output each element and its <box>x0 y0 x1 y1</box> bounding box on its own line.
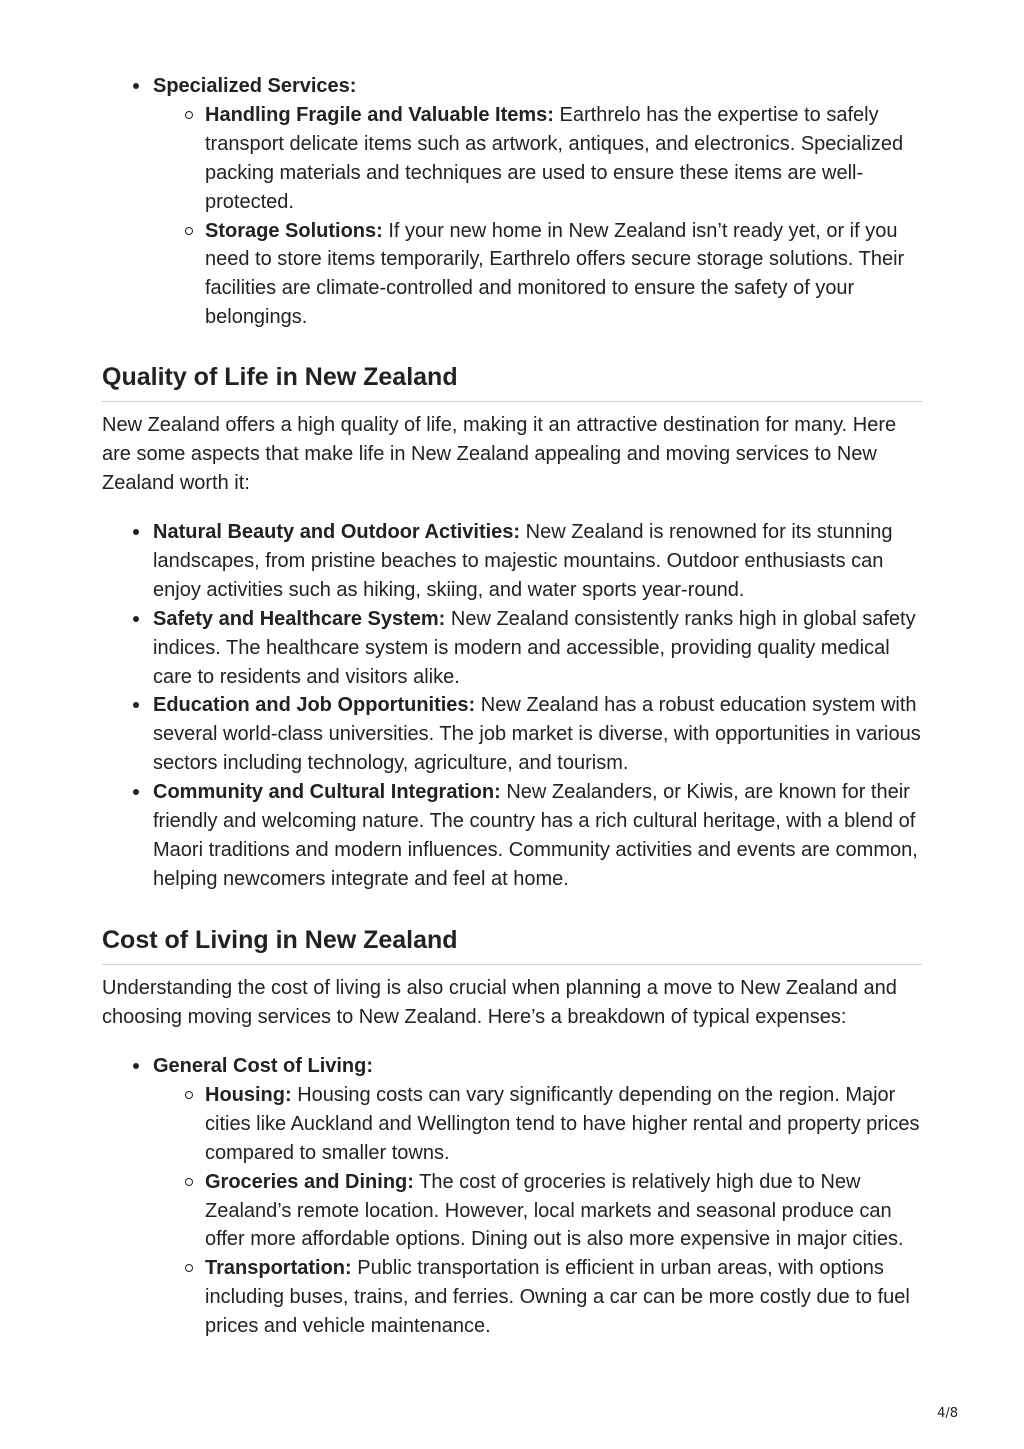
list-item-specialized-services <box>153 72 922 332</box>
bullet-icon <box>133 83 139 89</box>
bullet-icon <box>133 1063 139 1069</box>
cost-of-living-heading-block <box>102 924 922 965</box>
specialized-services-list <box>102 72 922 332</box>
list-item-text: Housing costs can vary significantly depending on the region. Major cities like Auckland and Wellington tend to have higher rental and property prices compared to smaller towns. <box>205 1083 920 1164</box>
list-item-label: Transportation: <box>205 1257 352 1280</box>
list-item-text: New Zealand has a robust education system with several world-class universities. The job market is diverse, with opportunities in various sectors including technology, agriculture, and tourism. <box>153 694 921 775</box>
circle-bullet-icon <box>185 227 193 235</box>
list-item-fragile-items <box>205 101 922 217</box>
list-item-label: Storage Solutions: <box>205 219 383 242</box>
quality-of-life-list-block <box>102 518 922 894</box>
list-item-label: General Cost of Living: <box>153 1055 374 1077</box>
list-item-text: If your new home in New Zealand isn’t ready yet, or if you need to store items temporarily, Earthrelo offers secure storage solutions. Their facilities are climate-controlled and monitored to ensure the safety of your belongings. <box>205 219 905 329</box>
circle-bullet-icon <box>185 1264 193 1272</box>
list-item-safety-healthcare <box>153 605 922 692</box>
quality-of-life-heading-block <box>102 361 922 402</box>
list-item-education-jobs <box>153 691 922 778</box>
list-item-label: Groceries and Dining: <box>205 1170 414 1193</box>
circle-bullet-icon <box>185 1178 193 1186</box>
circle-bullet-icon <box>185 111 193 119</box>
cost-of-living-intro-block <box>102 974 922 1032</box>
list-item-storage-solutions <box>205 217 922 333</box>
circle-bullet-icon <box>185 1091 193 1099</box>
cost-of-living-list <box>102 1052 922 1341</box>
bullet-icon <box>133 529 139 535</box>
list-item-transportation <box>205 1254 922 1341</box>
list-item-text: Public transportation is efficient in urban areas, with options including buses, trains, and ferries. Owning a car can be more costly due to fuel prices and vehicle maintenance. <box>205 1257 910 1338</box>
list-item-label: Specialized Services: <box>153 75 357 97</box>
list-item-label: Housing: <box>205 1083 292 1106</box>
bullet-icon <box>133 616 139 622</box>
list-item-text: The cost of groceries is relatively high due to New Zealand’s remote location. However, local markets and seasonal produce can offer more affordable options. Dining out is also more expensive in major cities. <box>205 1170 904 1251</box>
cost-of-living-list-block <box>102 1052 922 1341</box>
list-item-general-cost <box>153 1052 922 1341</box>
list-item-housing <box>205 1081 922 1168</box>
list-item-text: New Zealanders, or Kiwis, are known for their friendly and welcoming nature. The country has a rich cultural heritage, with a blend of Maori traditions and modern influences. Community activities and events are common, helping newcomers integrate and feel at home. <box>153 781 918 890</box>
cost-of-living-intro: Understanding the cost of living is also crucial when planning a move to New Zealand and choosing moving services to New Zealand. Here’s a breakdown of typical expenses: <box>102 977 897 1028</box>
bullet-icon <box>133 789 139 795</box>
list-item-label: Education and Job Opportunities: <box>153 694 476 717</box>
specialized-services-section <box>102 72 922 332</box>
list-item-community-culture <box>153 778 922 894</box>
quality-of-life-list <box>102 518 922 894</box>
list-item-natural-beauty <box>153 518 922 605</box>
page-number: 4/8 <box>937 1406 958 1421</box>
section-heading-quality-of-life: Quality of Life in New Zealand <box>102 361 922 402</box>
section-heading-cost-of-living: Cost of Living in New Zealand <box>102 924 922 965</box>
cost-of-living-sublist <box>153 1081 922 1341</box>
quality-of-life-intro: New Zealand offers a high quality of life, making it an attractive destination for many. Here are some aspects that make life in New Zealand appealing and moving services to New Zealand worth it: <box>102 414 897 494</box>
quality-of-life-intro-block <box>102 411 922 498</box>
list-item-groceries-dining <box>205 1168 922 1255</box>
list-item-text: New Zealand consistently ranks high in global safety indices. The healthcare system is modern and accessible, providing quality medical care to residents and visitors alike. <box>153 607 916 688</box>
list-item-label: Handling Fragile and Valuable Items: <box>205 103 554 126</box>
list-item-text: Earthrelo has the expertise to safely transport delicate items such as artwork, antiques, and electronics. Specialized packing materials and techniques are used to ensure these items are well-protected. <box>205 103 904 213</box>
list-item-label: Natural Beauty and Outdoor Activities: <box>153 521 521 543</box>
list-item-text: New Zealand is renowned for its stunning landscapes, from pristine beaches to majestic mountains. Outdoor enthusiasts can enjoy activities such as hiking, skiing, and water sports year-round. <box>153 521 893 601</box>
list-item-label: Community and Cultural Integration: <box>153 781 501 804</box>
list-item-label: Safety and Healthcare System: <box>153 607 446 630</box>
bullet-icon <box>133 702 139 708</box>
specialized-services-sublist <box>153 101 922 332</box>
